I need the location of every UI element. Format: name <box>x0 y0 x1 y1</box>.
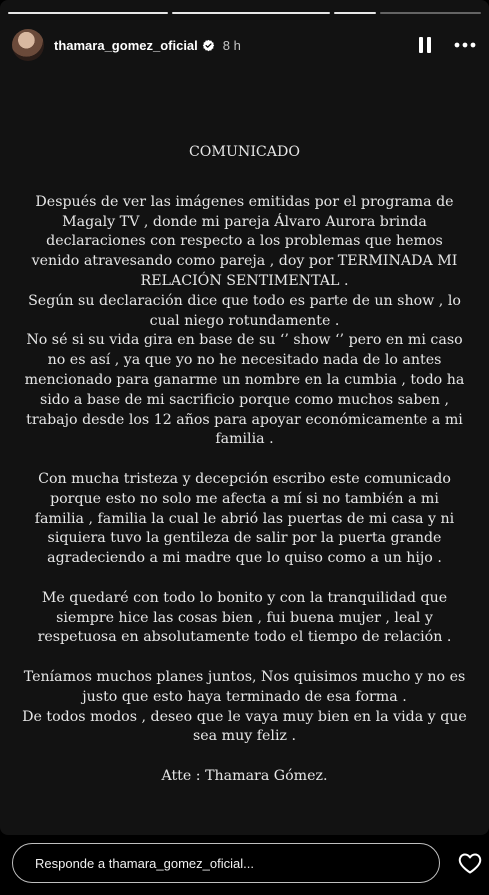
paragraph-5: Me quedaré con todo lo bonito y con la tranquilidad que siempre hice las cosas bien , fui buena mujer , leal y respetuosa en absolutamente todo el tiempo de relación . <box>37 589 452 646</box>
progress-segment <box>380 12 481 14</box>
post-time: 8 h <box>222 37 241 53</box>
heart-icon <box>458 852 482 874</box>
paragraph-4: Con mucha tristeza y decepción escribo este comunicado porque esto no solo me afecta a mí si no también a mi familia , familia la cual le abrió las puertas de mi casa y ni siquiera tuvo la gentileza de salir por la puerta grande agradeciendo a mi madre que lo quiso como a un hijo . <box>34 470 455 567</box>
reply-field[interactable] <box>12 843 440 883</box>
like-button[interactable] <box>457 850 483 876</box>
paragraph-1: Después de ver las imágenes emitidas por el programa de Magaly TV , donde mi pareja Álvaro Aurora brinda declaraciones con respecto a los problemas que hemos venido atravesando como pareja , doy por TERMINADA MI RELACIÓN SENTIMENTAL . <box>31 193 458 289</box>
more-options-button[interactable] <box>453 33 477 57</box>
verified-icon <box>202 39 215 52</box>
paragraph-7: De todos modos , deseo que le vaya muy bien en la vida y que sea muy feliz . <box>22 708 467 745</box>
more-icon <box>454 42 476 48</box>
paragraph-3: No sé si su vida gira en base de su ‘’ show ‘’ pero en mi caso no es así , ya que yo no he necesitado nada de lo antes mencionado para ganarme un nombre en la cumbia , todo ha sido a base de mi sacrificio porque como muchos saben , trabajo desde los 12 años para apoyar económicamente a mi familia . <box>24 332 465 448</box>
progress-segment-current <box>334 12 376 14</box>
pause-icon <box>418 36 432 54</box>
paragraph-6: Teníamos muchos planes juntos, Nos quisimos mucho y no es justo que esto haya terminado de esa forma . <box>23 668 466 705</box>
signature: Atte : Thamara Gómez. <box>161 767 328 784</box>
progress-segment <box>172 12 330 14</box>
story-text-content <box>18 143 471 787</box>
pause-button[interactable] <box>413 33 437 57</box>
statement-title: COMUNICADO <box>188 144 301 160</box>
avatar[interactable] <box>12 29 44 61</box>
story-header <box>12 28 477 62</box>
paragraph-2: Según su declaración dice que todo es parte de un show , lo cual niego rotundamente . <box>28 292 461 329</box>
reply-input[interactable] <box>33 855 439 872</box>
progress-segment <box>8 12 168 14</box>
username[interactable]: thamara_gomez_oficial <box>54 37 198 53</box>
story-progress-bar <box>8 12 481 14</box>
